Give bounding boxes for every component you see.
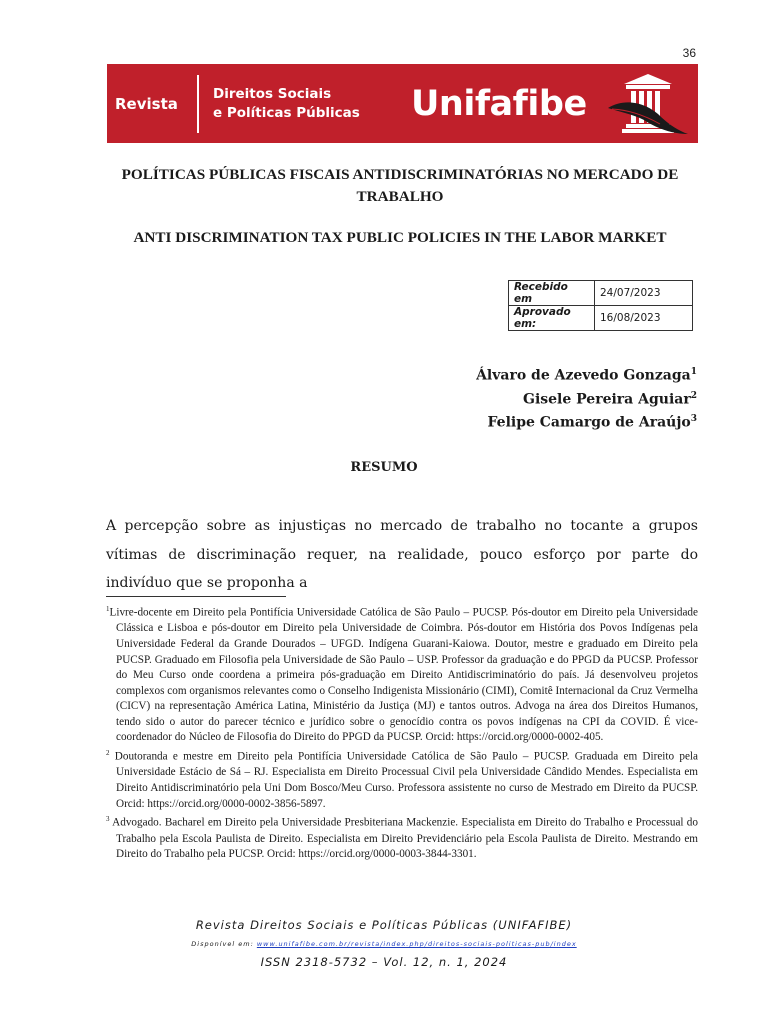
article-title-en: ANTI DISCRIMINATION TAX PUBLIC POLICIES IN THE LABOR MARKET xyxy=(133,229,667,246)
footer-availability xyxy=(0,940,768,948)
author-3 xyxy=(476,409,697,433)
footer-issn: ISSN 2318-5732 – Vol. 12, n. 1, 2024 xyxy=(260,955,508,969)
footnote-mark: 1 xyxy=(106,605,110,613)
date-row-approved xyxy=(509,306,693,331)
footnotes xyxy=(106,602,698,863)
journal-banner xyxy=(107,64,698,143)
banner-revista: Revista xyxy=(115,94,178,113)
footnote-2 xyxy=(106,746,698,812)
column-feather-logo xyxy=(606,68,690,138)
approved-label: Aprovado em: xyxy=(509,306,595,331)
banner-journal-line2: e Políticas Públicas xyxy=(213,104,360,121)
footnote-1 xyxy=(106,602,698,746)
footnote-text: Doutoranda e mestre em Direito pela Pontifícia Universidade Católica de São Paulo – PUCSP. Graduada em Direito pela Universidade Estácio de Sá – RJ. Especialista em Direito Processual Civil pela Universidade Cândido Mendes. Especialista em Direito Antidiscriminatório pela Uni Dom Bosco/Meu Curso. Professora assistente no curso de Mestrado em Direito da PUCSP. Orcid: https://orcid.org/0000-0002-3856-5897. xyxy=(114,750,699,810)
footnote-ref[interactable]: 3 xyxy=(690,414,697,425)
banner-divider xyxy=(197,75,199,133)
author-2 xyxy=(476,386,697,410)
dates-table xyxy=(508,280,693,331)
date-row-received xyxy=(509,281,693,306)
footer-available-label: Disponível em: xyxy=(191,940,254,948)
page-number: 36 xyxy=(682,46,696,60)
banner-journal-line1: Direitos Sociais xyxy=(213,85,332,102)
author-name: Gisele Pereira Aguiar xyxy=(522,391,691,408)
footnote-3 xyxy=(106,812,698,863)
footnote-mark: 2 xyxy=(106,749,110,758)
approved-value: 16/08/2023 xyxy=(595,306,693,331)
received-label: Recebido em xyxy=(509,281,595,306)
footer-journal: Revista Direitos Sociais e Políticas Públicas (UNIFAFIBE) xyxy=(195,918,573,932)
banner-brand: Unifafibe xyxy=(411,83,587,124)
footnote-text: Livre-docente em Direito pela Pontifícia Universidade Católica de São Paulo – PUCSP. Pós-doutor em Direito pela Universidade Clássica e Lisboa e pós-doutor em Direito pela Universidade de Coimbra. Pós-doutor em História dos Povos Indígenas pela Universidade Federal da Grande Dourados – UFGD. Indígena Guarani-Kaiowa. Doutor, mestre e graduado em Direito pela PUCSP. Graduado em Filosofia pela Universidade de São Paulo – USP. Professor da graduação e do PPGD da PUCSP. Professor do Meu Curso onde coordena a primeira pós-graduação em Direito Antidiscriminatório do país. Já desenvolveu projetos complexos com organismos relevantes como o Conselho Indigenista Missionário (CIMI), Comitê Internacional da Cruz Vermelha (CICV) na representação América Latina, Ministério da Justiça (MJ) e tantos outros. Advoga na área dos Direitos Humanos, tendo sido o autor do parecer técnico e jurídico sobre o genocídio contra os povos indígenas na CPI da COVID. É vice-coordenador do Núcleo de Filosofia do Direito do PPGD da PUCSP. Orcid: https://orcid.org/0000-0002-405. xyxy=(109,606,698,744)
footer-journal-link[interactable]: www.unifafibe.com.br/revista/index.php/direitos-sociais-politicas-pub/index xyxy=(256,940,577,948)
footnote-ref[interactable]: 2 xyxy=(690,390,697,401)
resumo-heading: RESUMO xyxy=(350,460,418,475)
author-1 xyxy=(476,362,697,386)
author-list xyxy=(476,362,697,433)
author-name: Álvaro de Azevedo Gonzaga xyxy=(476,367,691,384)
resumo-text: A percepção sobre as injustiças no mercado de trabalho no tocante a grupos vítimas de discriminação requer, na realidade, pouco esforço por parte do indivíduo que se proponha a xyxy=(106,518,698,591)
footnote-mark: 3 xyxy=(106,815,110,824)
received-value: 24/07/2023 xyxy=(595,281,693,306)
footnote-ref[interactable]: 1 xyxy=(690,367,697,377)
footnote-text: Advogado. Bacharel em Direito pela Universidade Presbiteriana Mackenzie. Especialista em Direito do Trabalho e Processual do Trabalho pela Escola Paulista de Direito. Especialista em Direito Previdenciário pela Escola Paulista de Direito. Mestrando em Direito do Trabalho pela PUCSP. Orcid: https://orcid.org/0000-0003-3844-3301. xyxy=(112,816,698,861)
footnote-separator xyxy=(106,596,286,597)
article-title-pt: POLÍTICAS PÚBLICAS FISCAIS ANTIDISCRIMINATÓRIAS NO MERCADO DE TRABALHO xyxy=(121,166,679,205)
banner-journal-name xyxy=(213,85,409,123)
author-name: Felipe Camargo de Araújo xyxy=(487,414,691,431)
